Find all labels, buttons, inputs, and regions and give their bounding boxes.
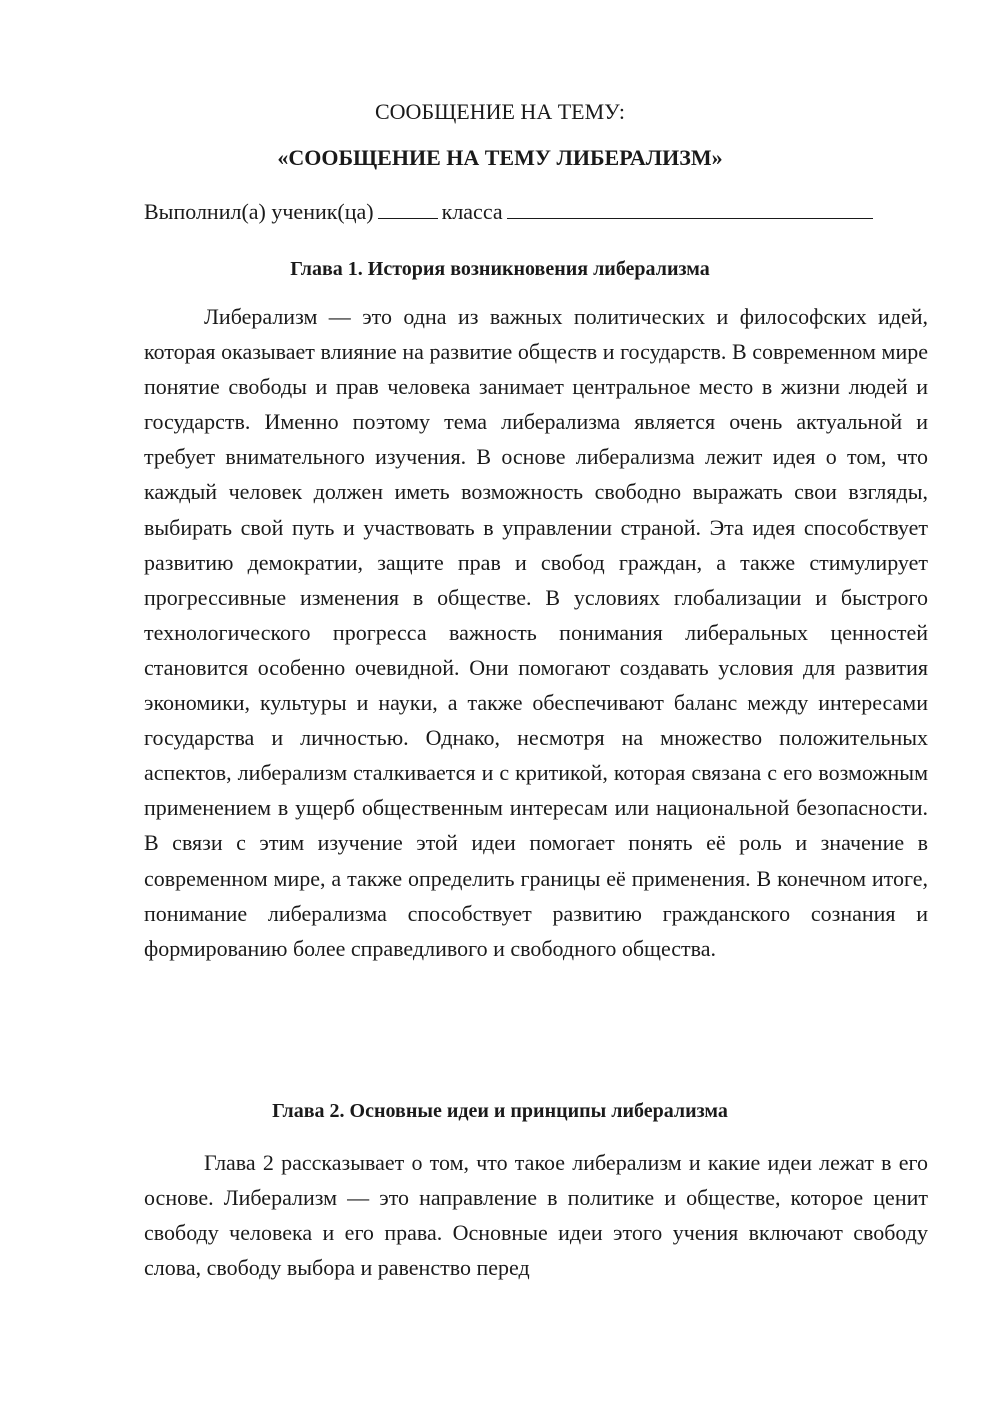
chapter-2-paragraph: Глава 2 рассказывает о том, что такое либерализм и какие идеи лежат в его основе. Либерализм — это направление в политике и обществе, которое ценит свободу человека и его права. Основные идеи этого учения включают свободу слова, свободу выбора и равенство перед (144, 1150, 928, 1281)
class-number-blank (378, 198, 438, 219)
student-name-blank (507, 198, 873, 219)
document-title-line-2: «СООБЩЕНИЕ НА ТЕМУ ЛИБЕРАЛИЗМ» (277, 145, 723, 170)
chapter-2-heading: Глава 2. Основные идеи и принципы либерализма (272, 1100, 728, 1122)
byline (144, 198, 877, 226)
byline-class-word: класса (441, 199, 503, 224)
chapter-1-paragraph: Либерализм — это одна из важных политических и философских идей, которая оказывает влияние на развитие обществ и государств. В современном мире понятие свободы и прав человека занимает центральное место в жизни людей и государств. Именно поэтому тема либерализма является очень актуальной и требует внимательного изучения. В основе либерализма лежит идея о том, что каждый человек должен иметь возможность свободно выражать свои взгляды, выбирать свой путь и участвовать в управлении страной. Эта идея способствует развитию демократии, защите прав и свобод граждан, а также стимулирует прогрессивные изменения в обществе. В условиях глобализации и быстрого технологического прогресса важность понимания либеральных ценностей становится особенно очевидной. Они помогают создавать условия для развития экономики, культуры и науки, а также обеспечивают баланс между интересами государства и личностью. Однако, несмотря на множество положительных аспектов, либерализм сталкивается и с критикой, которая связана с его возможным применением в ущерб общественным интересам или национальной безопасности. В связи с этим изучение этой идеи помогает понять её роль и значение в современном мире, а также определить границы её применения. В конечном итоге, понимание либерализма способствует развитию гражданского сознания и формированию более справедливого и свободного общества. (144, 304, 928, 961)
chapter-1-heading: Глава 1. История возникновения либерализма (290, 258, 710, 280)
byline-performed-by: Выполнил(а) ученик(ца) (144, 199, 374, 224)
document-title-line-1: СООБЩЕНИЕ НА ТЕМУ: (375, 99, 625, 124)
